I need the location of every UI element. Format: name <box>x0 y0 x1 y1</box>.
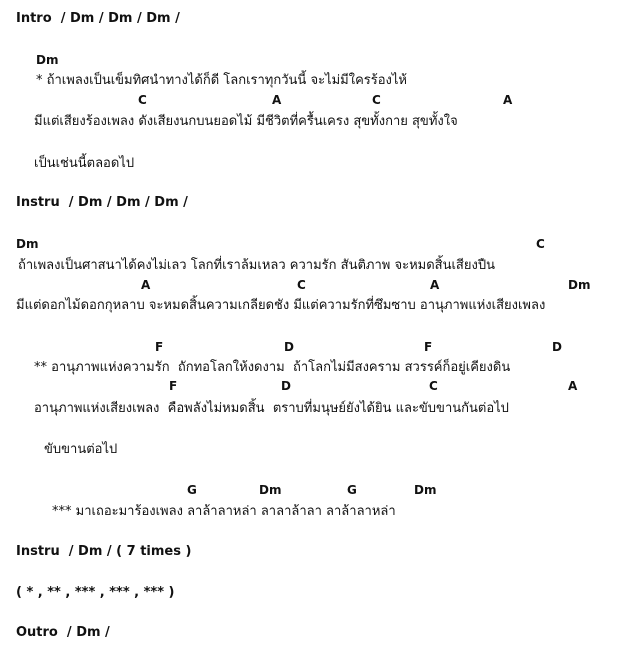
lyric-line: เป็นเช่นนี้ตลอดไป <box>34 156 135 171</box>
chord-label: A <box>503 93 513 107</box>
chord-label: Dm <box>36 53 59 67</box>
chord-label: Dm <box>414 483 437 497</box>
chord-label: A <box>272 93 282 107</box>
chord-label: F <box>155 340 164 354</box>
intro-line: Intro / Dm / Dm / Dm / <box>16 11 180 26</box>
outro-line: Outro / Dm / <box>16 625 110 640</box>
chord-label: G <box>347 483 357 497</box>
lyric-line: มีแต่เสียงร้องเพลง ดังเสียงนกบนยอดไม้ มีชีวิตที่ครื้นเครง สุขทั้งกาย สุขทั้งใจ <box>34 114 458 129</box>
lyric-line: มีแต่ดอกไม้ดอกกุหลาบ จะหมดสิ้นความเกลียดชัง มีแต่ความรักที่ซึมซาบ อานุภาพแห่งเสียงเพลง <box>16 298 546 313</box>
chord-label: F <box>424 340 433 354</box>
chord-label: Dm <box>568 278 591 292</box>
chord-label: A <box>430 278 440 292</box>
chord-label: D <box>284 340 294 354</box>
chord-label: C <box>536 237 545 251</box>
chord-label: D <box>552 340 562 354</box>
chord-label: F <box>169 379 178 393</box>
chord-label: Dm <box>259 483 282 497</box>
chord-label: C <box>138 93 147 107</box>
lyric-line: อานุภาพแห่งเสียงเพลง คือพลังไม่หมดสิ้น ตราบที่มนุษย์ยังได้ยิน และขับขานกันต่อไป <box>34 401 509 416</box>
chord-label: D <box>281 379 291 393</box>
lyric-line: ถ้าเพลงเป็นศาสนาได้คงไม่เลว โลกที่เราล้มเหลว ความรัก สันติภาพ จะหมดสิ้นเสียงปืน <box>18 258 495 273</box>
chord-label: Dm <box>16 237 39 251</box>
chord-label: C <box>429 379 438 393</box>
chord-label: G <box>187 483 197 497</box>
lyric-line: * ถ้าเพลงเป็นเข็มทิศนำทางได้ก็ดี โลกเราทุกวันนี้ จะไม่มีใครร้องไห้ <box>36 73 408 88</box>
lyric-line: ขับขานต่อไป <box>44 442 118 457</box>
chord-label: A <box>141 278 151 292</box>
chord-label: A <box>568 379 578 393</box>
instru-line: Instru / Dm / Dm / Dm / <box>16 195 188 210</box>
lyric-line: *** มาเถอะมาร้องเพลง ลาล้าลาหล่า ลาลาล้าลา ลาล้าลาหล่า <box>52 504 396 519</box>
chord-label: C <box>372 93 381 107</box>
lyric-line: ** อานุภาพแห่งความรัก ถักทอโลกให้งดงาม ถ้าโลกไม่มีสงคราม สวรรค์ก็อยู่เคียงดิน <box>34 360 511 375</box>
chord-label: C <box>297 278 306 292</box>
section-sequence: ( * , ** , *** , *** , *** ) <box>16 585 175 600</box>
instru-line: Instru / Dm / ( 7 times ) <box>16 544 192 559</box>
